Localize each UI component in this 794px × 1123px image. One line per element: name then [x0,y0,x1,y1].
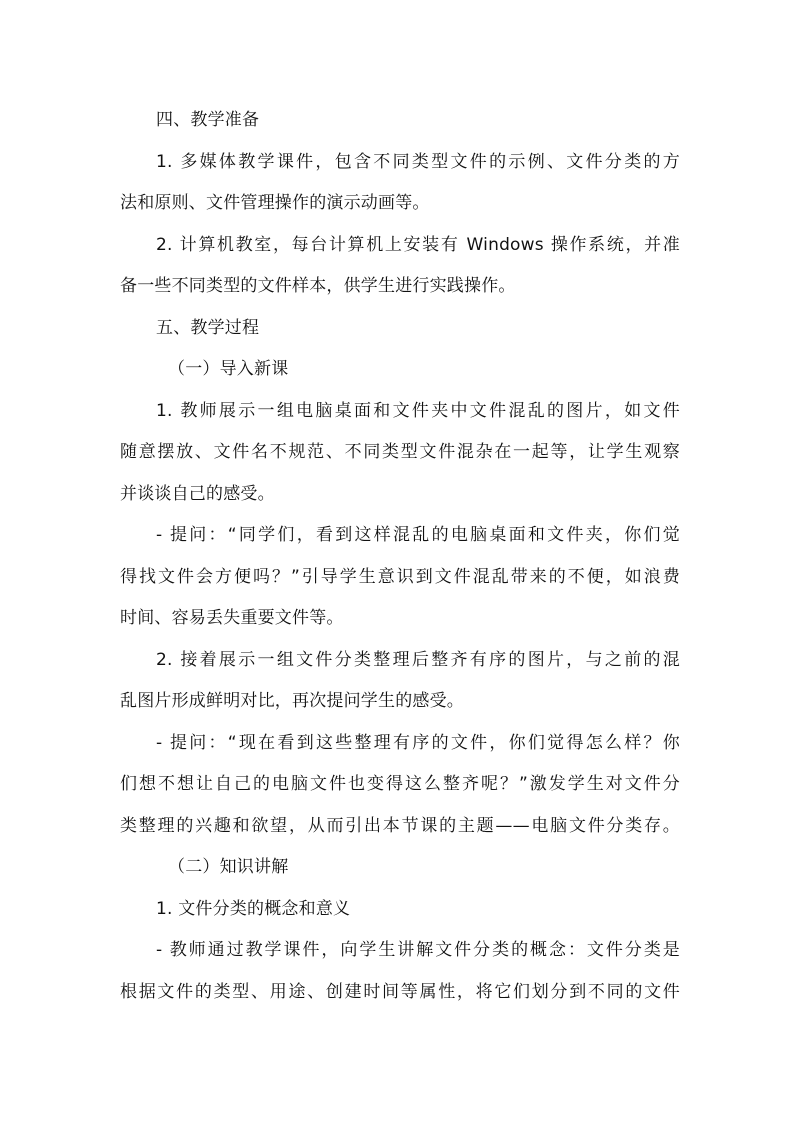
paragraph-line: 1. 多媒体教学课件，包含不同类型文件的示例、文件分类的方 [156,151,680,172]
paragraph-line: - 提问：“同学们，看到这样混乱的电脑桌面和文件夹，你们觉 [156,525,680,545]
paragraph-line: 乱图片形成鲜明对比，再次提问学生的感受。 [120,691,464,711]
paragraph-line: 类整理的兴趣和欲望，从而引出本节课的主题——电脑文件分类存。 [120,815,680,836]
paragraph-line: 们想不想让自己的电脑文件也变得这么整齐呢？”激发学生对文件分 [120,774,680,794]
paragraph-line: 2. 接着展示一组文件分类整理后整齐有序的图片，与之前的混 [156,649,680,670]
paragraph-line: 1. 教师展示一组电脑桌面和文件夹中文件混乱的图片，如文件 [156,400,680,421]
paragraph-line: 随意摆放、文件名不规范、不同类型文件混杂在一起等，让学生观察 [120,442,680,462]
paragraph-line: 并谈谈自己的感受。 [120,483,275,504]
paragraph-line: 法和原则、文件管理操作的演示动画等。 [120,193,430,213]
paragraph-line: 时间、容易丢失重要文件等。 [120,608,344,628]
paragraph-line: 1. 文件分类的概念和意义 [156,898,351,919]
document-body [120,100,680,1013]
paragraph-line: - 教师通过教学课件，向学生讲解文件分类的概念：文件分类是 [156,940,680,960]
paragraph-line: 备一些不同类型的文件样本，供学生进行实践操作。 [120,276,516,296]
paragraph-line: 2. 计算机教室，每台计算机上安装有 Windows 操作系统，并准 [156,234,680,255]
subsection-heading-intro: （一）导入新课 [168,359,289,379]
section-heading-process: 五、教学过程 [156,317,260,338]
paragraph-line: 根据文件的类型、用途、创建时间等属性，将它们划分到不同的文件 [120,981,680,1002]
section-heading-preparation: 四、教学准备 [156,110,260,130]
paragraph-line: 得找文件会方便吗？”引导学生意识到文件混乱带来的不便，如浪费 [120,566,680,587]
subsection-heading-knowledge: （二）知识讲解 [168,857,289,877]
paragraph-line: - 提问：“现在看到这些整理有序的文件，你们觉得怎么样？你 [156,732,680,753]
